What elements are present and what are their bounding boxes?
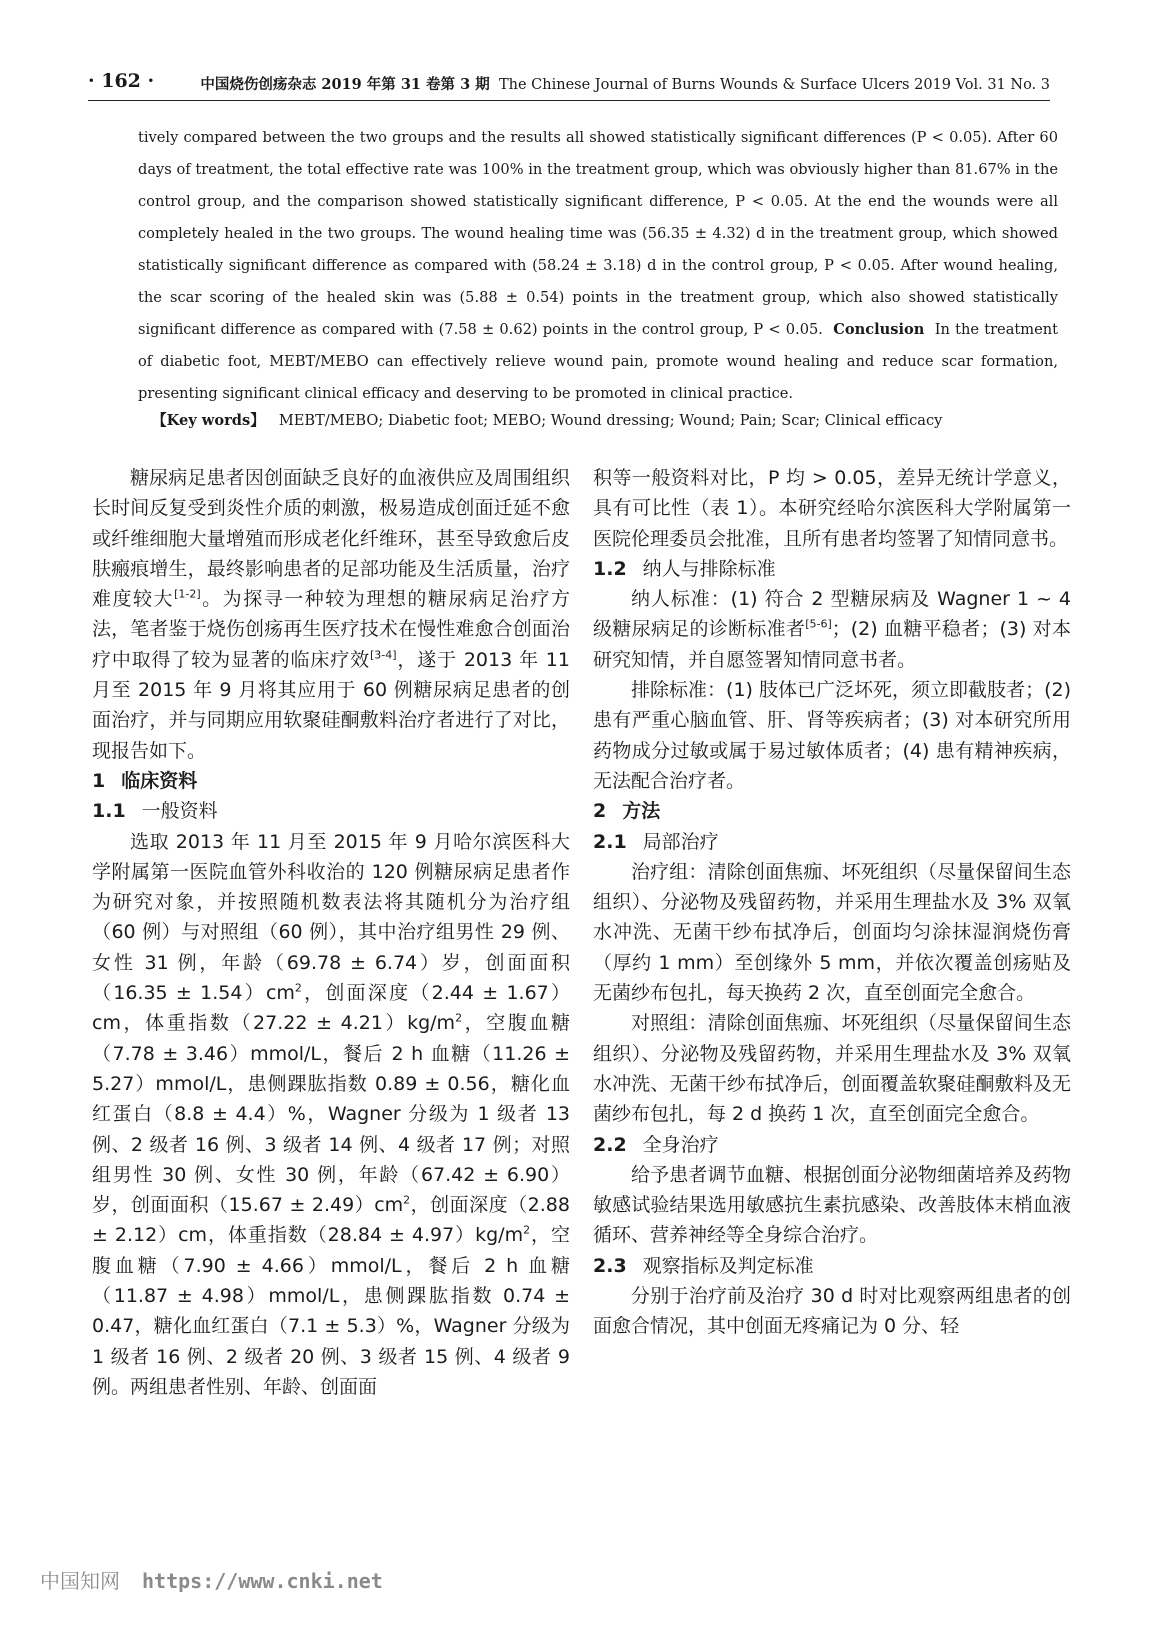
intro-text-c: ，遂于 2013 年 11 月至 2015 年 9 月将其应用于 60 例糖尿病足患者的创面治疗，并与同期应用软聚硅酮敷料治疗者进行了对比，现报告如下。 (92, 648, 570, 762)
treatment-group-paragraph: 治疗组：清除创面焦痂、坏死组织（尽量保留间生态组织）、分泌物及残留药物，并采用生理盐水及 3% 双氧水冲洗、无菌干纱布拭净后，创面均匀涂抹湿润烧伤膏（厚约 1 mm）至创缘外 5 mm，并依次覆盖创疡贴及无菌纱布包扎，每天换药 2 次，直至创面完全愈合。 (593, 860, 1071, 1005)
watermark-url[interactable]: https://www.cnki.net (142, 1569, 383, 1593)
citation[interactable]: [1-2] (174, 587, 201, 601)
superscript: 2 (523, 1224, 531, 1238)
inclusion-text-b: ；(2) 血糖平稳者；(3) 对本研究知情，并自愿签署知情同意书者。 (593, 618, 1071, 671)
abstract (138, 122, 1058, 410)
subsection-heading (593, 827, 1071, 857)
section-number: 1.1 (92, 800, 126, 823)
section-title: 局部治疗 (642, 830, 719, 853)
section-heading (593, 796, 1071, 826)
citation[interactable]: [3-4] (369, 648, 397, 662)
abstract-results: tively compared between the two groups and the results all showed statistically significant differences (P < 0.05). After 60 days of treatment, the total effective rate was 100% in the treatment group, which was obviously higher than 81.67% in the control group, and the comparison showed statistically significant difference, P < 0.05. At the end the wounds were all completely healed in the two groups. The wound healing time was (56.35 ± 4.32) d in the treatment group, which showed statistically significant difference as compared with (58.24 ± 3.18) d in the control group, P < 0.05. After wound healing, the scar scoring of the healed skin was (5.88 ± 0.54) points in the treatment group, which also showed statistically significant difference as compared with (7.58 ± 0.62) points in the control group, P < 0.05. (138, 129, 1058, 338)
observation-paragraph: 分别于治疗前及治疗 30 d 时对比观察两组患者的创面愈合情况，其中创面无疼痛记为 0 分、轻 (593, 1285, 1071, 1338)
conclusion-label: Conclusion (833, 321, 925, 338)
journal-title-cn: 中国烧伤创疡杂志 2019 年第 31 卷第 3 期 (200, 76, 490, 93)
control-group-paragraph: 对照组：清除创面焦痂、坏死组织（尽量保留间生态组织）、分泌物及残留药物，并采用生理盐水及 3% 双氧水冲洗、无菌干纱布拭净后，创面覆盖软聚硅酮敷料及无菌纱布包扎，每 2 d 换药 1 次，直至创面完全愈合。 (593, 1012, 1071, 1126)
page-number: · 162 · (88, 70, 155, 92)
general-text-a: 选取 2013 年 11 月至 2015 年 9 月哈尔滨医科大学附属第一医院血管外科收治的 120 例糖尿病足患者作为研究对象，并按照随机数表法将其随机分为治疗组（60 例）与对照组（60 例），其中治疗组男性 29 例、女性 31 例，年龄（69.78 ± 6.74）岁，创面面积（16.35 ± 1.54）cm (92, 830, 570, 1005)
section-title: 观察指标及判定标准 (642, 1254, 814, 1277)
inclusion-text-a: 纳人标准：(1) 符合 2 型糖尿病及 Wagner 1 ~ 4 级糖尿病足的诊断标准者 (593, 588, 1071, 641)
journal-title-en: The Chinese Journal of Burns Wounds & Surface Ulcers 2019 Vol. 31 No. 3 (498, 77, 1050, 93)
inclusion-paragraph (593, 584, 1071, 675)
subsection-heading (92, 796, 570, 826)
section-heading (92, 766, 570, 796)
abstract-conclusion: In the treatment of diabetic foot, MEBT/MEBO can effectively relieve wound pain, promote wound healing and reduce scar formation, presenting significant clinical efficacy and deserving to be promoted in clinical practice. (138, 321, 1058, 402)
intro-paragraph (92, 463, 570, 766)
intro-text-a: 糖尿病足患者因创面缺乏良好的血液供应及周围组织长时间反复受到炎性介质的刺激，极易造成创面迁延不愈或纤维细胞大量增殖而形成老化纤维环，甚至导致愈后皮肤瘢痕增生，最终影响患者的足部功能及生活质量，治疗难度较大 (92, 467, 570, 611)
general-text-b: ，创面深度（2.44 ± 1.67）cm，体重指数（27.22 ± 4.21）kg/m (92, 982, 571, 1035)
watermark-site: 中国知网 (40, 1569, 120, 1593)
systemic-treatment-paragraph: 给予患者调节血糖、根据创面分泌物细菌培养及药物敏感试验结果选用敏感抗生素抗感染、改善肢体末梢血液循环、营养神经等全身综合治疗。 (593, 1163, 1071, 1247)
section-number: 2.2 (593, 1133, 627, 1156)
intro-text-b: 。为探寻一种较为理想的糖尿病足治疗方法，笔者鉴于烧伤创疡再生医疗技术在慢性难愈合创面治疗中取得了较为显著的临床疗效 (92, 588, 570, 671)
section-title: 纳人与排除标准 (642, 557, 776, 580)
superscript: 2 (403, 1193, 411, 1207)
keywords-text: MEBT/MEBO; Diabetic foot; MEBO; Wound dressing; Wound; Pain; Scar; Clinical efficacy (278, 412, 943, 429)
citation[interactable]: [5-6] (805, 618, 832, 632)
cnki-watermark (40, 1565, 383, 1594)
section-title: 一般资料 (141, 800, 218, 823)
subsection-heading (593, 554, 1071, 584)
superscript: 2 (294, 981, 302, 995)
section-title: 临床资料 (121, 769, 198, 792)
section-number: 1 (92, 769, 106, 792)
exclusion-paragraph: 排除标准：(1) 肢体已广泛坏死，须立即截肢者；(2) 患有严重心脑血管、肝、肾等疾病者；(3) 对本研究所用药物成分过敏或属于易过敏体质者；(4) 患有精神疾病，无法配合治疗者。 (593, 679, 1071, 792)
keywords-label: 【Key words】 (152, 412, 265, 429)
general-data-paragraph (92, 827, 570, 1403)
journal-header (200, 73, 1050, 94)
subsection-heading (593, 1251, 1071, 1281)
section-title: 全身治疗 (642, 1133, 719, 1156)
continued-paragraph: 积等一般资料对比，P 均 > 0.05，差异无统计学意义，具有可比性（表 1）。本研究经哈尔滨医科大学附属第一医院伦理委员会批准，且所有患者均签署了知情同意书。 (593, 467, 1071, 550)
left-column (92, 463, 570, 1402)
general-text-c: ，空腹血糖（7.78 ± 3.46）mmol/L，餐后 2 h 血糖（11.26 ± 5.27）mmol/L，患侧踝肱指数 0.89 ± 0.56，糖化血红蛋白（8.8 ± 4.4）%，Wagner 分级为 1 级者 13 例、2 级者 16 例、3 级者 14 例、4 级者 17 例；对照组男性 30 例、女性 30 例，年龄（67.42 ± 6.90）岁，创面面积（15.67 ± 2.49）cm (92, 1012, 570, 1217)
section-number: 2.3 (593, 1254, 627, 1277)
abstract-text (138, 122, 1058, 410)
general-text-d: ，创面深度（2.88 ± 2.12）cm，体重指数（28.84 ± 4.97）kg/m (92, 1194, 570, 1247)
section-number: 1.2 (593, 557, 627, 580)
superscript: 2 (455, 1012, 463, 1026)
general-text-e: ，空腹血糖（7.90 ± 4.66）mmol/L，餐后 2 h 血糖（11.87 ± 4.98）mmol/L，患侧踝肱指数 0.74 ± 0.47，糖化血红蛋白（7.1 ± 5.3）%，Wagner 分级为 1 级者 16 例、2 级者 20 例、3 级者 15 例、4 级者 9 例。两组患者性别、年龄、创面面 (92, 1224, 570, 1398)
right-column (593, 463, 1071, 1342)
keywords (152, 406, 1057, 436)
section-title: 方法 (622, 800, 661, 823)
section-number: 2.1 (593, 830, 627, 853)
subsection-heading (593, 1130, 1071, 1160)
section-number: 2 (593, 800, 607, 823)
page-header (88, 70, 1050, 101)
